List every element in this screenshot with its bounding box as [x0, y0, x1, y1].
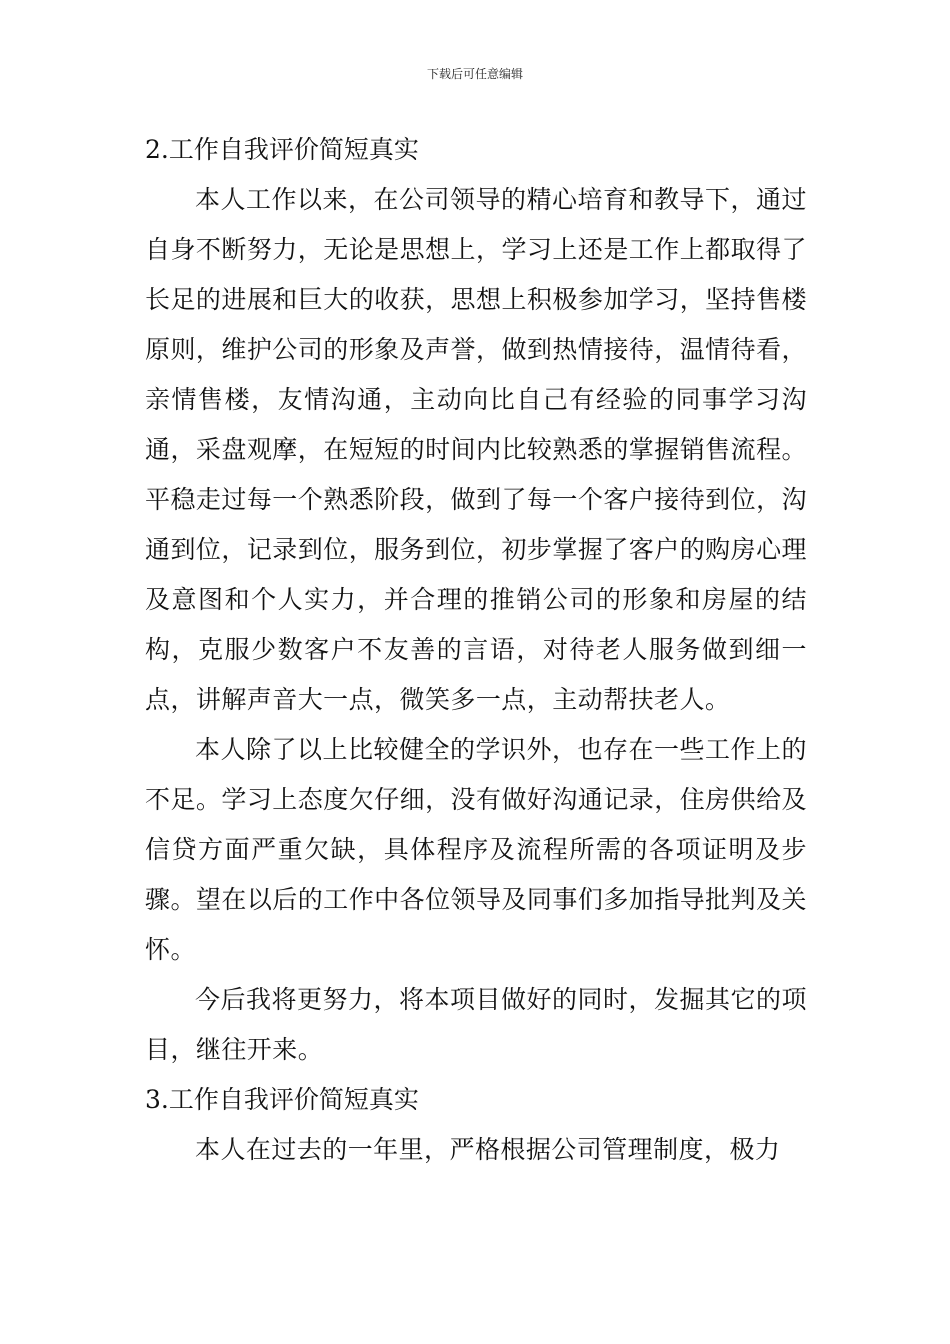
paragraph: 本人除了以上比较健全的学识外，也存在一些工作上的不足。学习上态度欠仔细，没有做好沟通记录，住房供给及信贷方面严重欠缺，具体程序及流程所需的各项证明及步骤。望在以后的工作中各位领导及同事们多加指导批判及关怀。: [145, 735, 807, 964]
section-2: [145, 125, 807, 1075]
paragraph: 本人在过去的一年里，严格根据公司管理制度，极力: [195, 1135, 781, 1164]
section-title: 3.工作自我评价简短真实: [145, 1085, 419, 1114]
section-3: [145, 1075, 807, 1175]
section-title: 2.工作自我评价简短真实: [145, 135, 419, 164]
document-body: [145, 125, 807, 1175]
header-note: 下载后可任意编辑: [426, 67, 523, 81]
paragraph: 今后我将更努力，将本项目做好的同时，发掘其它的项目，继往开来。: [145, 985, 807, 1064]
paragraph: 本人工作以来，在公司领导的精心培育和教导下，通过自身不断努力，无论是思想上，学习上还是工作上都取得了长足的进展和巨大的收获，思想上积极参加学习，坚持售楼原则，维护公司的形象及声誉，做到热情接待，温情待看，亲情售楼，友情沟通，主动向比自己有经验的同事学习沟通，采盘观摩，在短短的时间内比较熟悉的掌握销售流程。平稳走过每一个熟悉阶段，做到了每一个客户接待到位，沟通到位，记录到位，服务到位，初步掌握了客户的购房心理及意图和个人实力，并合理的推销公司的形象和房屋的结构，克服少数客户不友善的言语，对待老人服务做到细一点，讲解声音大一点，微笑多一点，主动帮扶老人。: [145, 185, 807, 714]
